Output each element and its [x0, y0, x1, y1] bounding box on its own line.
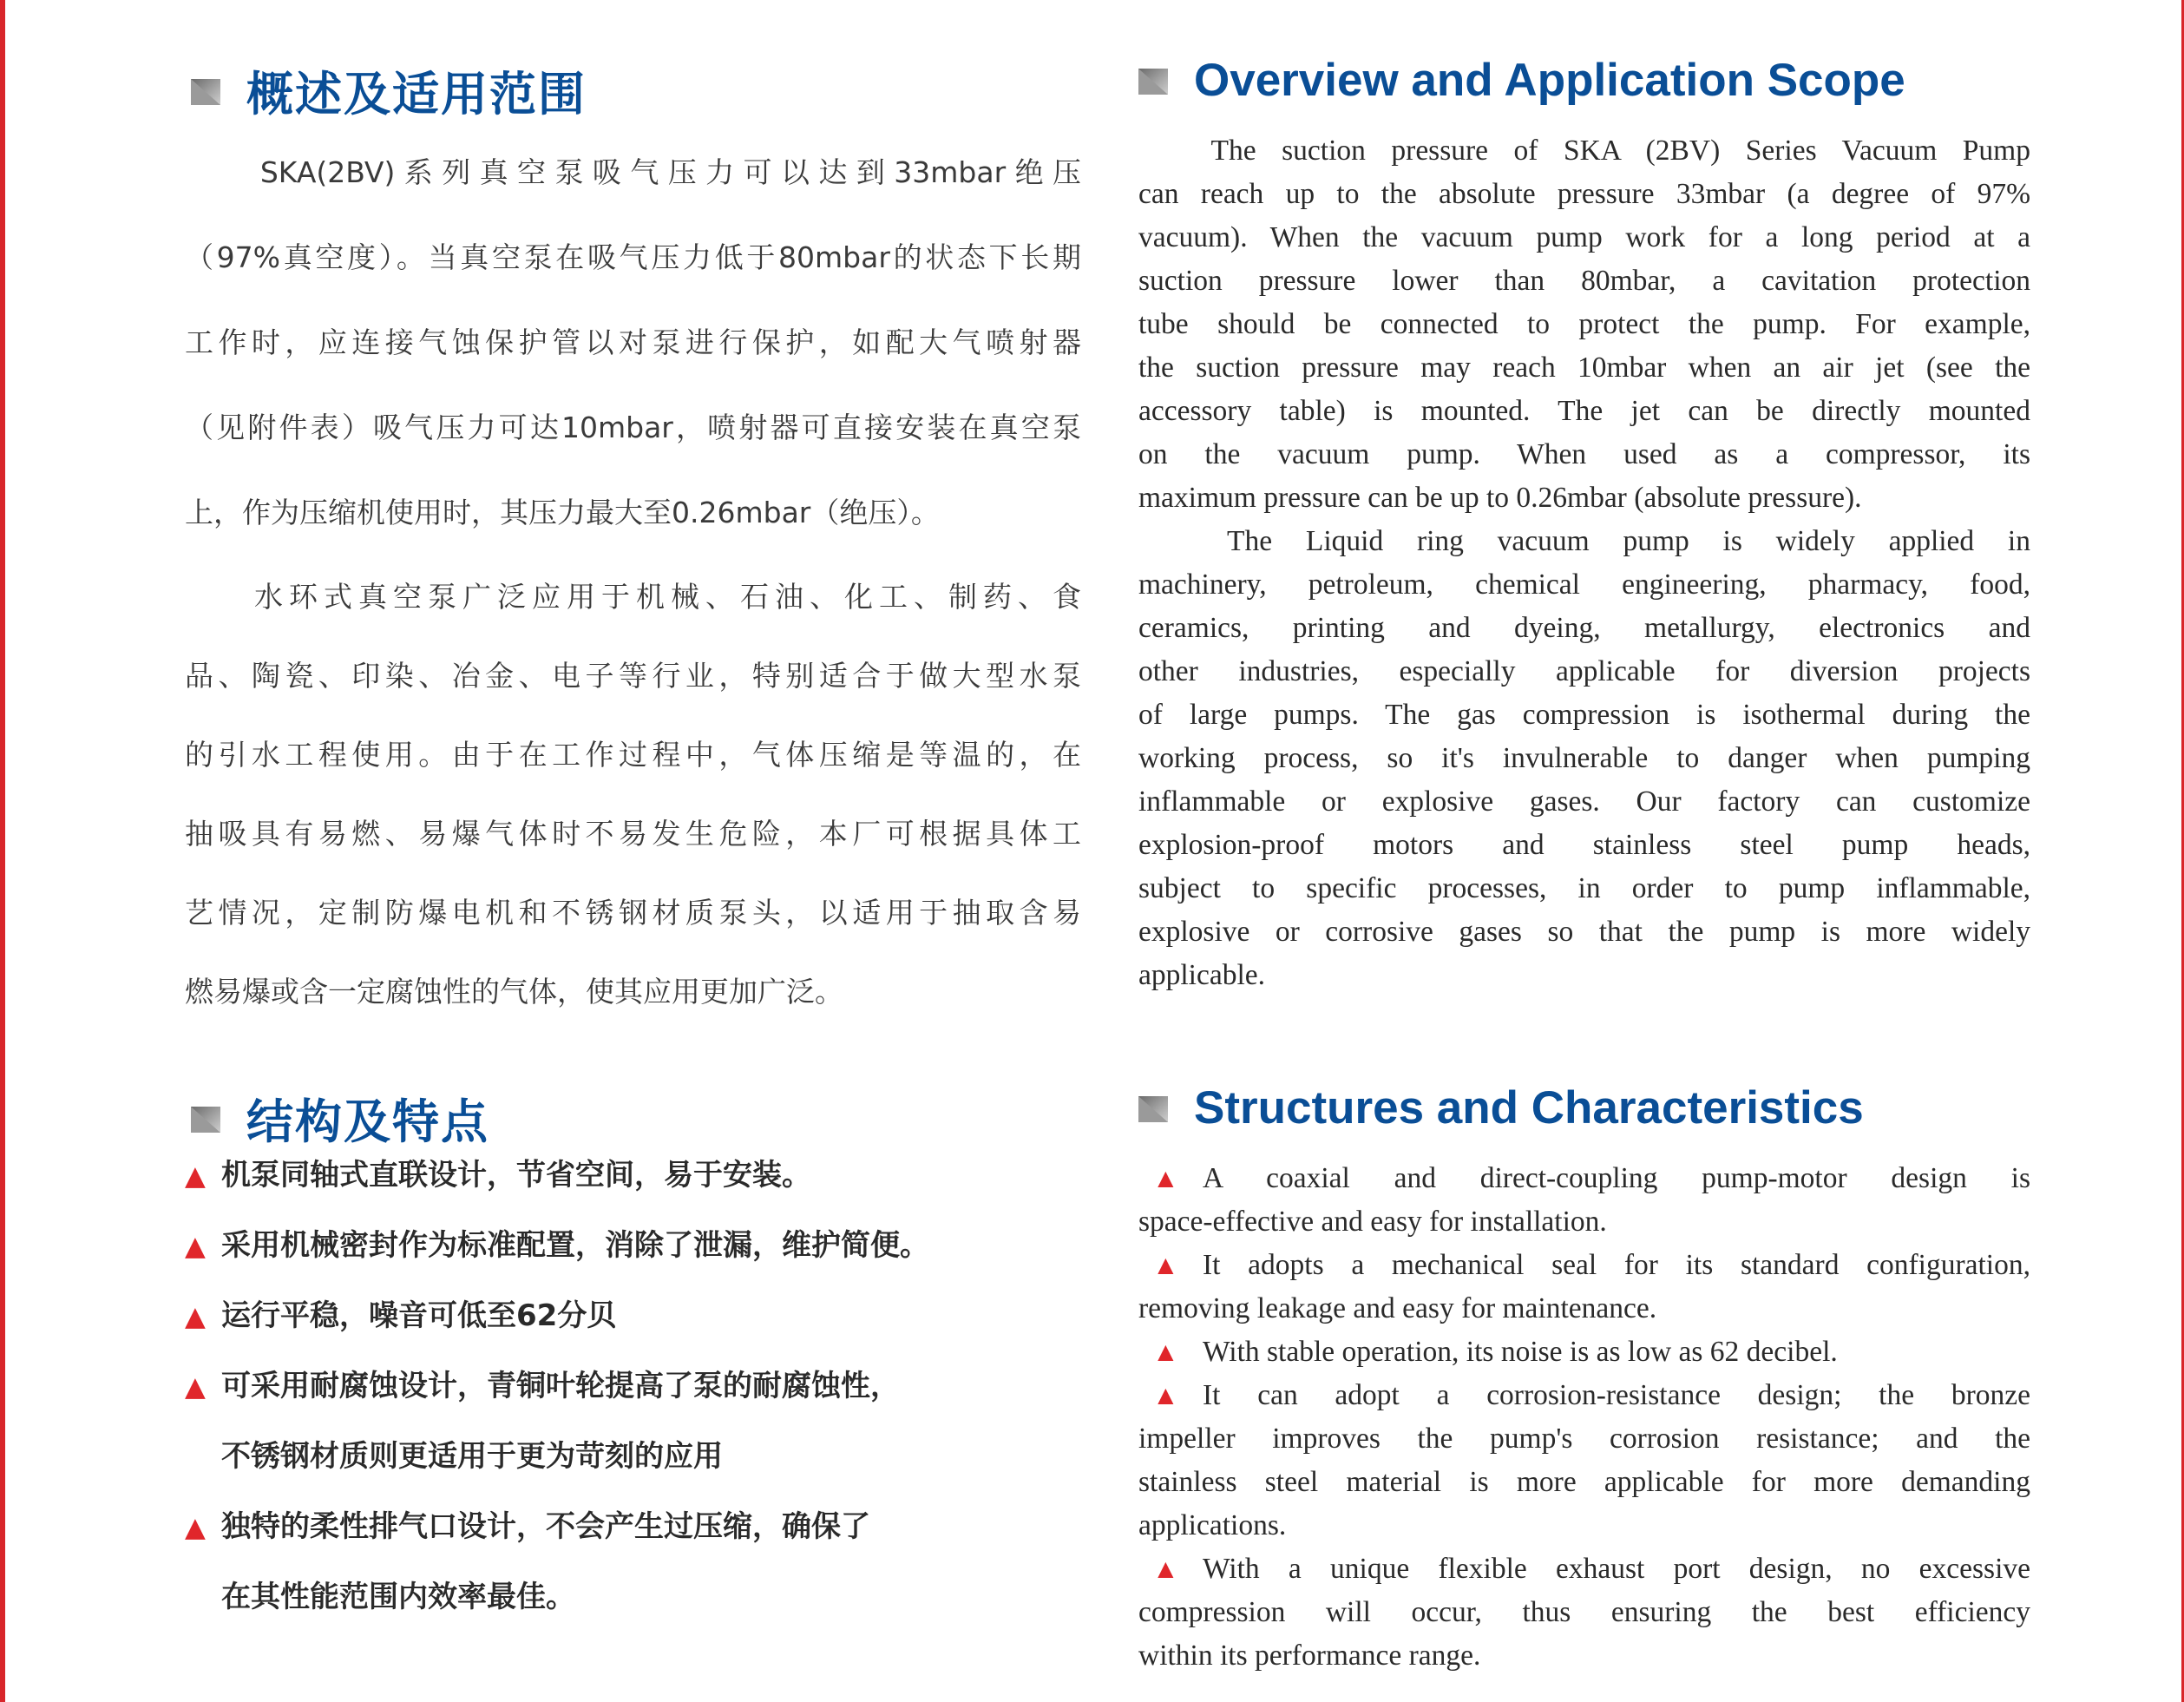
left-border: [0, 0, 5, 1702]
en-feature-text: stainless steel material is more applicable for more demanding: [1138, 1466, 2030, 1498]
en-text-line: The suction pressure of SKA (2BV) Series Vacuum Pump: [1138, 135, 2030, 167]
cn-feature-text: 独特的柔性排气口设计，不会产生过压缩，确保了: [221, 1509, 870, 1544]
en-text-line: inflammable or explosive gases. Our factory can customize: [1138, 785, 2030, 818]
cn-text-line: 艺情况，定制防爆电机和不锈钢材质泵头，以适用于抽取含易: [185, 896, 1081, 930]
en-feature-line: [1138, 1634, 2030, 1678]
triangle-bullet-icon: ▲: [185, 1301, 206, 1332]
cn-feature-item: [185, 1151, 811, 1193]
section1-cn-title: 概述及适用范围: [246, 67, 587, 122]
triangle-bullet-icon: ▲: [185, 1371, 206, 1403]
cn-text-line: 工作时，应连接气蚀保护管以对泵进行保护，如配大气喷射器: [185, 325, 1081, 359]
cn-text-line: （见附件表）吸气压力可达10mbar，喷射器可直接安装在真空泵: [185, 411, 1081, 444]
en-text-line: applicable.: [1138, 959, 1266, 991]
en-feature-text: space-effective and easy for installation.: [1138, 1206, 1607, 1238]
cn-feature-text: 采用机械密封作为标准配置，消除了泄漏，维护简便。: [221, 1228, 929, 1263]
en-text-line: the suction pressure may reach 10mbar when an air jet (see the: [1138, 352, 2030, 384]
cn-text-line: 品、陶瓷、印染、冶金、电子等行业，特别适合于做大型水泵: [185, 659, 1081, 693]
en-feature-line: [1138, 1548, 2030, 1591]
cn-feature-text: 不锈钢材质则更适用于更为苛刻的应用: [221, 1439, 723, 1474]
en-feature-line: [1138, 1461, 2030, 1504]
cn-text-line: 燃易爆或含一定腐蚀性的气体，使其应用更加广泛。: [185, 975, 843, 1009]
section2-en-feature-list: [1138, 1157, 2030, 1678]
triangle-bullet-icon: ▲: [185, 1160, 206, 1192]
en-feature-text: It can adopt a corrosion-resistance design; the bronze: [1203, 1379, 2030, 1411]
en-feature-line: [1138, 1591, 2030, 1634]
triangle-bullet-icon: ▲: [1152, 1250, 1179, 1280]
triangle-bullet-icon: ▲: [1152, 1337, 1179, 1367]
en-feature-text: within its performance range.: [1138, 1640, 1481, 1672]
en-text-line: The Liquid ring vacuum pump is widely applied in: [1138, 525, 2030, 557]
section2-en-heading: [1137, 1081, 1864, 1134]
triangle-bullet-icon: ▲: [185, 1231, 206, 1262]
section1-cn-paragraph-2: [185, 557, 1081, 1031]
cn-feature-item: [221, 1573, 575, 1615]
en-text-line: explosion-proof motors and stainless steel pump heads,: [1138, 829, 2030, 861]
cn-text-line: 上，作为压缩机使用时，其压力最大至0.26mbar（绝压）。: [185, 496, 940, 529]
cn-feature-item: [221, 1432, 723, 1475]
en-text-line: maximum pressure can be up to 0.26mbar (absolute pressure).: [1138, 482, 1862, 514]
en-text-line: of large pumps. The gas compression is isothermal during the: [1138, 699, 2030, 731]
en-feature-line: [1138, 1287, 2030, 1331]
en-feature-line: [1138, 1157, 2030, 1200]
cn-feature-text: 机泵同轴式直联设计，节省空间，易于安装。: [221, 1158, 811, 1193]
en-text-line: accessory table) is mounted. The jet can be directly mounted: [1138, 395, 2030, 427]
en-feature-line: [1138, 1331, 2030, 1374]
cn-feature-item: [185, 1502, 870, 1545]
section2-en-title: Structures and Characteristics: [1194, 1082, 1864, 1134]
en-text-line: machinery, petroleum, chemical engineering, pharmacy, food,: [1138, 568, 2030, 601]
en-feature-line: [1138, 1244, 2030, 1287]
heading-marker-icon: [1137, 63, 1171, 98]
cn-feature-text: 在其性能范围内效率最佳。: [221, 1580, 575, 1614]
en-feature-line: [1138, 1417, 2030, 1461]
cn-feature-text: 可采用耐腐蚀设计，青铜叶轮提高了泵的耐腐蚀性，: [221, 1369, 900, 1403]
heading-marker-icon: [189, 74, 224, 108]
cn-text-line: （97%真空度）。当真空泵在吸气压力低于80mbar的状态下长期: [185, 240, 1081, 274]
cn-text-line: SKA(2BV)系列真空泵吸气压力可以达到33mbar绝压: [185, 155, 1081, 189]
en-feature-text: compression will occur, thus ensuring the best efficiency: [1138, 1596, 2030, 1628]
en-text-line: working process, so it's invulnerable to danger when pumping: [1138, 742, 2030, 774]
en-text-line: vacuum). When the vacuum pump work for a long period at a: [1138, 221, 2030, 253]
en-text-line: tube should be connected to protect the pump. For example,: [1138, 308, 2030, 340]
en-text-line: other industries, especially applicable for diversion projects: [1138, 655, 2030, 687]
en-text-line: ceramics, printing and dyeing, metallurgy, electronics and: [1138, 612, 2030, 644]
triangle-bullet-icon: ▲: [1152, 1554, 1179, 1584]
en-text-line: subject to specific processes, in order to pump inflammable,: [1138, 872, 2030, 904]
en-text-line: on the vacuum pump. When used as a compressor, its: [1138, 438, 2030, 470]
en-feature-text: With a unique flexible exhaust port design, no excessive: [1203, 1553, 2030, 1585]
en-feature-line: [1138, 1200, 2030, 1244]
heading-marker-icon: [189, 1101, 224, 1136]
heading-marker-icon: [1137, 1091, 1171, 1126]
cn-feature-item: [185, 1291, 616, 1334]
en-feature-line: [1138, 1374, 2030, 1417]
cn-text-line: 水环式真空泵广泛应用于机械、石油、化工、制药、食: [185, 580, 1081, 614]
cn-feature-text: 运行平稳，噪音可低至62分贝: [221, 1298, 617, 1333]
en-feature-text: impeller improves the pump's corrosion resistance; and the: [1138, 1423, 2030, 1455]
triangle-bullet-icon: ▲: [1152, 1380, 1179, 1410]
section2-cn-title: 结构及特点: [246, 1094, 489, 1149]
en-text-line: can reach up to the absolute pressure 33mbar (a degree of 97%: [1138, 178, 2030, 210]
cn-feature-item: [185, 1221, 929, 1264]
triangle-bullet-icon: ▲: [1152, 1163, 1179, 1193]
cn-text-line: 抽吸具有易燃、易爆气体时不易发生危险，本厂可根据具体工: [185, 817, 1081, 851]
en-feature-text: It adopts a mechanical seal for its standard configuration,: [1203, 1249, 2030, 1281]
en-feature-text: A coaxial and direct-coupling pump-motor design is: [1203, 1162, 2030, 1194]
section1-cn-heading: [189, 57, 587, 124]
en-text-line: suction pressure lower than 80mbar, a cavitation protection: [1138, 265, 2030, 297]
en-text-line: explosive or corrosive gases so that the pump is more widely: [1138, 916, 2030, 948]
section1-en-body: [1138, 129, 2030, 997]
section2-cn-heading: [189, 1085, 489, 1152]
section1-en-heading: [1137, 54, 1905, 107]
section1-en-title: Overview and Application Scope: [1194, 55, 1905, 106]
section1-cn-paragraph-1: [185, 130, 1081, 555]
cn-text-line: 的引水工程使用。由于在工作过程中，气体压缩是等温的，在: [185, 738, 1081, 772]
cn-feature-item: [185, 1362, 900, 1404]
en-feature-text: removing leakage and easy for maintenance.: [1138, 1292, 1657, 1324]
en-feature-text: With stable operation, its noise is as low as 62 decibel.: [1203, 1336, 1838, 1368]
en-feature-text: applications.: [1138, 1509, 1287, 1541]
triangle-bullet-icon: ▲: [185, 1512, 206, 1543]
en-feature-line: [1138, 1504, 2030, 1548]
